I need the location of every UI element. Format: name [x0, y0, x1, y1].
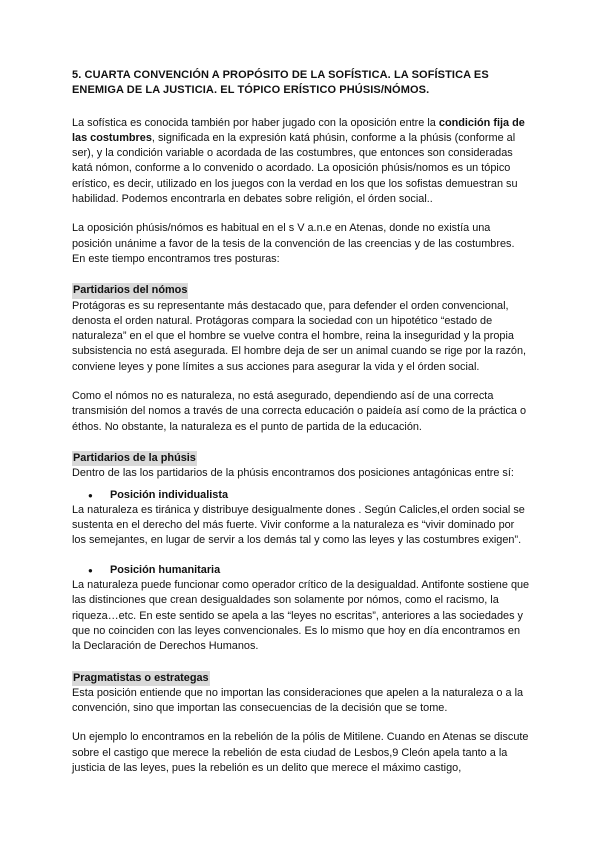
intro-paragraph — [72, 116, 530, 208]
document-page — [72, 68, 530, 790]
section-title: 5. CUARTA CONVENCIÓN A PROPÓSITO DE LA SOFÍSTICA. LA SOFÍSTICA ES ENEMIGA DE LA JUSTICIA. EL TÓPICO ERÍSTICO PHÚSIS/NÓMOS. — [72, 69, 489, 97]
heading-phusis: Partidarios de la phúsis — [72, 451, 197, 466]
intro-text-start: La sofística es conocida también por haber jugado con la oposición entre la — [72, 116, 439, 129]
section-nomos — [72, 281, 530, 435]
bullet-individualista — [88, 488, 530, 503]
paragraph-oposicion: La oposición phúsis/nómos es habitual en el s V a.n.e en Atenas, donde no existía una posición unánime a favor de la tesis de la convención de las creencias y de las costumbres. En este tiempo encontramos tres posturas: — [72, 222, 515, 265]
heading-nomos: Partidarios del nómos — [72, 283, 188, 298]
paragraph-protagoras: Protágoras es su representante más destacado que, para defender el orden convencional, denosta el orden natural. Protágoras compara la sociedad con un hipotético “estado de naturaleza” en el que el hombre se vuelve contra el hombre, reina la inseguridad y la propia subsistencia no está asegurada. El hombre deja de ser un animal cuando se rige por la razón, conviene leyes y pone límites a sus acciones para asegurar la vida y el órden social. — [72, 299, 527, 373]
heading-pragmatists: Pragmatistas o estrategas — [72, 671, 210, 686]
paragraph-nomos-education: Como el nómos no es naturaleza, no está asegurado, dependiendo así de una correcta transmisión del nomos a través de una correcta educación o paideía así como de la práctica o éthos. No obstante, la naturaleza es el punto de partida de la educación. — [72, 390, 527, 433]
bullet-label: Posición humanitaria — [110, 563, 221, 576]
section-phusis — [72, 449, 530, 655]
bullet-dot-icon: ● — [88, 490, 93, 500]
paragraph-mitilene: Un ejemplo lo encontramos en la rebelión de la pólis de Mitilene. Cuando en Atenas se discute sobre el castigo que merece la rebelión de esta ciudad de Lesbos,9 Cleón apela tanto a la justicia de las leyes, pues la rebelión es un delito que merece el máximo castigo, — [72, 731, 529, 774]
paragraph-individualista: La naturaleza es tiránica y distribuye desigualmente dones . Según Calicles,el orden social se sustenta en el derecho del más fuerte. Vivir conforme a la naturaleza es “vivir dominado por los semejantes, en lugar de servir a los demás tal y como las leyes y las costumbres exigen”. — [72, 503, 525, 547]
bullet-label: Posición individualista — [110, 488, 229, 501]
paragraph-phusis-intro: Dentro de las los partidarios de la phúsis encontramos dos posiciones antagónicas entre sí: — [72, 467, 514, 480]
section-pragmatists — [72, 669, 530, 777]
paragraph-humanitaria: La naturaleza puede funcionar como operador crítico de la desigualdad. Antifonte sostiene que las distinciones que crean desigualdades son solamente por nómos, como el racismo, la riqueza…etc. En este sentido se apela a las “leyes no escritas”, anteriores a las sociedades y que no coinciden con las leyes convencionales. Es lo mismo que hoy en día encontramos en la Declaración de Derechos Humanos. — [72, 579, 530, 653]
intro-text-end: , significada en la expresión katá phúsin, conforme a la phúsis (conforme al ser), y la condición variable o acordada de las costumbres, que entonces son consideradas katá nómon, conforme a lo convenido o acordado. La oposición phúsis/nomos es un tópico erístico, es decir, utilizado en los juegos con la verdad en los que los sofistas demuestran su habilidad. Podemos encontrarla en debates sobre religión, el órden social.. — [72, 131, 518, 206]
bullet-humanitaria — [88, 563, 530, 578]
bullet-dot-icon: ● — [88, 565, 93, 575]
paragraph-pragmatists: Esta posición entiende que no importan las consideraciones que apelen a la naturaleza o a la convención, sino que importan las consecuencias de la decisión que se tome. — [72, 686, 524, 715]
intro-bold-phrase: condición fija de las costumbres — [72, 116, 525, 144]
